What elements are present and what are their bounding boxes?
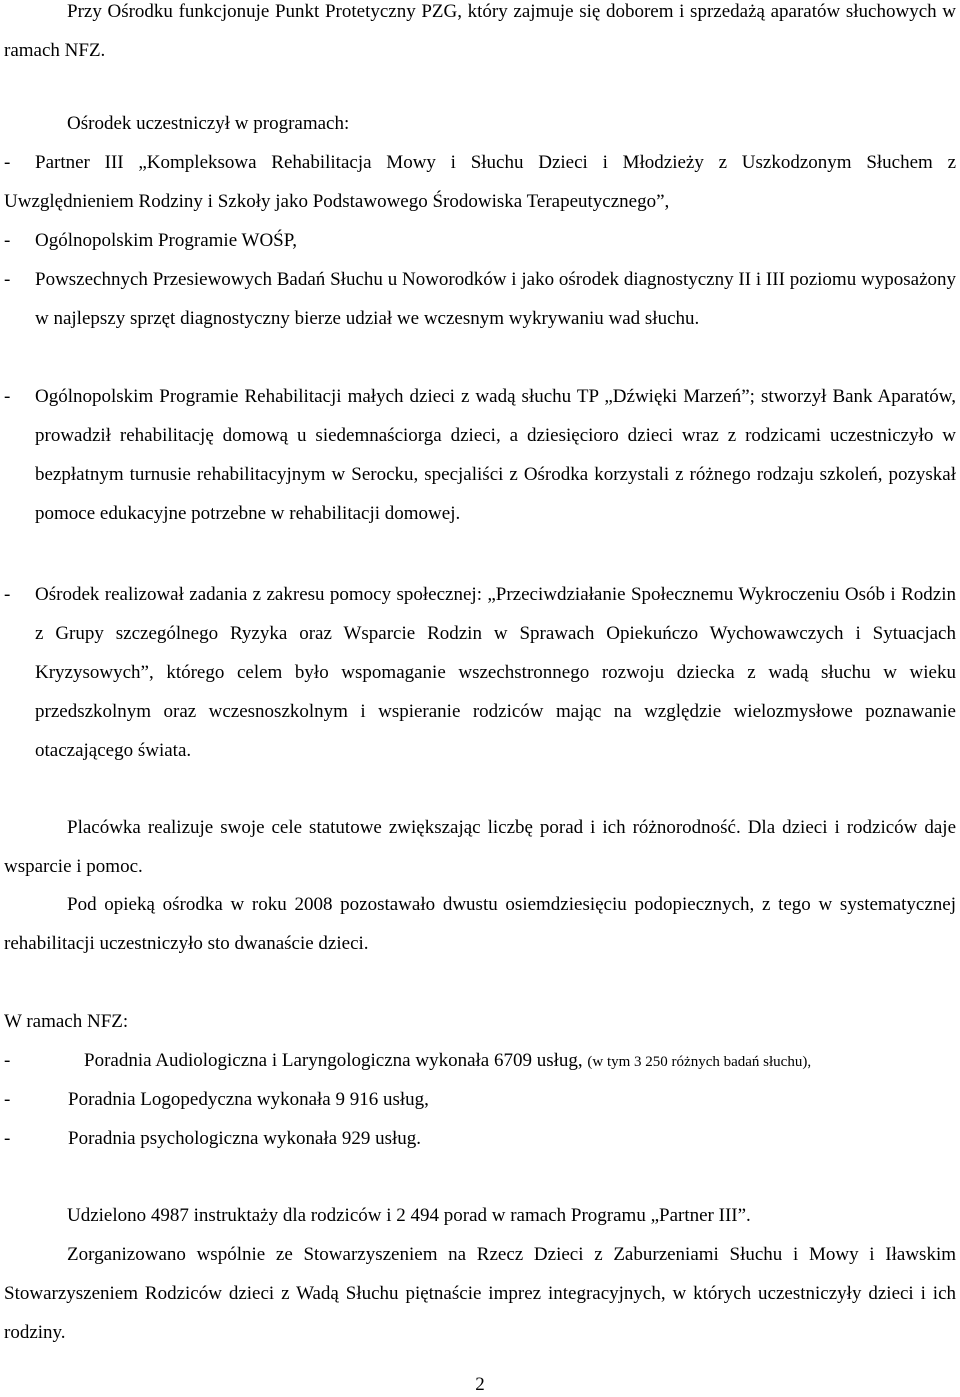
list-marker: - [4, 1050, 11, 1071]
intro-paragraph: Przy Ośrodku funkcjonuje Punkt Protetyczny PZG, który zajmuje się doborem i sprzedażą aparatów słuchowych w ramach NFZ. [4, 1, 956, 61]
list-marker: - [4, 1089, 11, 1110]
program-item-text: Ogólnopolskim Programie WOŚP, [35, 230, 297, 251]
list-marker: - [4, 230, 11, 251]
list-marker: - [4, 1128, 11, 1149]
nfz-item-text: Poradnia Audiologiczna i Laryngologiczna wykonała 6709 usług, [84, 1050, 583, 1071]
programs-heading: Ośrodek uczestniczył w programach: [67, 113, 350, 134]
program-item-social [4, 575, 956, 770]
program-item-tp [4, 377, 956, 533]
nfz-item-note: (w tym 3 250 różnych badań słuchu), [587, 1054, 812, 1070]
program-item-text: Ośrodek realizował zadania z zakresu pomocy społecznej: „Przeciwdziałanie Społecznemu Wykroczeniu Osób i Rodzin z Grupy szczególnego Ryzyka oraz Wsparcie Rodzin w Sprawach Opiekuńczo Wychowawczych i Sytuacjach Kryzysowych”, którego celem było wspomaganie wszechstronnego rozwoju dziecka z wadą słuchu w wieku przedszkolnym oraz wczesnoszkolnym i wspieranie rodziców mając na względzie wielozmysłowe poznawanie otaczającego świata. [35, 584, 956, 761]
program-item-text: Partner III „Kompleksowa Rehabilitacja Mowy i Słuchu Dzieci i Młodzieży z Uszkodzonym Słuchem z Uwzględnieniem Rodziny i Szkoły jako Podstawowego Środowiska Terapeutycznego”, [4, 152, 956, 212]
nfz-item-text: Poradnia psychologiczna wykonała 929 usług. [68, 1128, 422, 1149]
program-item-screening [4, 260, 956, 338]
list-marker: - [4, 386, 11, 407]
program-item-wosp [4, 221, 956, 260]
list-marker: - [4, 152, 11, 173]
nfz-item-text: Poradnia Logopedyczna wykonała 9 916 usług, [68, 1089, 429, 1110]
list-marker: - [4, 269, 11, 290]
nfz-heading: W ramach NFZ: [4, 1011, 129, 1032]
program-item-text: Ogólnopolskim Programie Rehabilitacji małych dzieci z wadą słuchu TP „Dźwięki Marzeń”; stworzył Bank Aparatów, prowadził rehabilitację domową u siedemnaściorga dzieci, a dziesięcioro dzieci wraz z rodzicami uczestniczyło w bezpłatnym turnusie rehabilitacyjnym w Serocku, specjaliści z Ośrodka korzystali z różnego rodzaju szkoleń, pozyskał pomoce edukacyjne potrzebne w rehabilitacji domowej. [35, 386, 956, 524]
events-paragraph: Zorganizowano wspólnie ze Stowarzyszeniem na Rzecz Dzieci z Zaburzeniami Słuchu i Mowy i Iławskim Stowarzyszeniem Rodziców dzieci z Wadą Słuchu piętnaście imprez integracyjnych, w których uczestniczyły dzieci i ich rodziny. [4, 1244, 956, 1343]
list-marker: - [4, 584, 11, 605]
care-paragraph: Pod opieką ośrodka w roku 2008 pozostawało dwustu osiemdziesięciu podopiecznych, z tego w systematycznej rehabilitacji uczestniczyło sto dwanaście dzieci. [4, 894, 956, 954]
page-number: 2 [475, 1374, 485, 1395]
instructions-paragraph: Udzielono 4987 instruktaży dla rodziców i 2 494 porad w ramach Programu „Partner III”. [67, 1205, 751, 1226]
program-item-partner [4, 143, 956, 221]
program-item-text: Powszechnych Przesiewowych Badań Słuchu u Noworodków i jako ośrodek diagnostyczny II i III poziomu wyposażony w najlepszy sprzęt diagnostyczny bierze udział we wczesnym wykrywaniu wad słuchu. [35, 269, 956, 329]
statutory-paragraph: Placówka realizuje swoje cele statutowe zwiększając liczbę porad i ich różnorodność. Dla dzieci i rodziców daje wsparcie i pomoc. [4, 817, 956, 877]
